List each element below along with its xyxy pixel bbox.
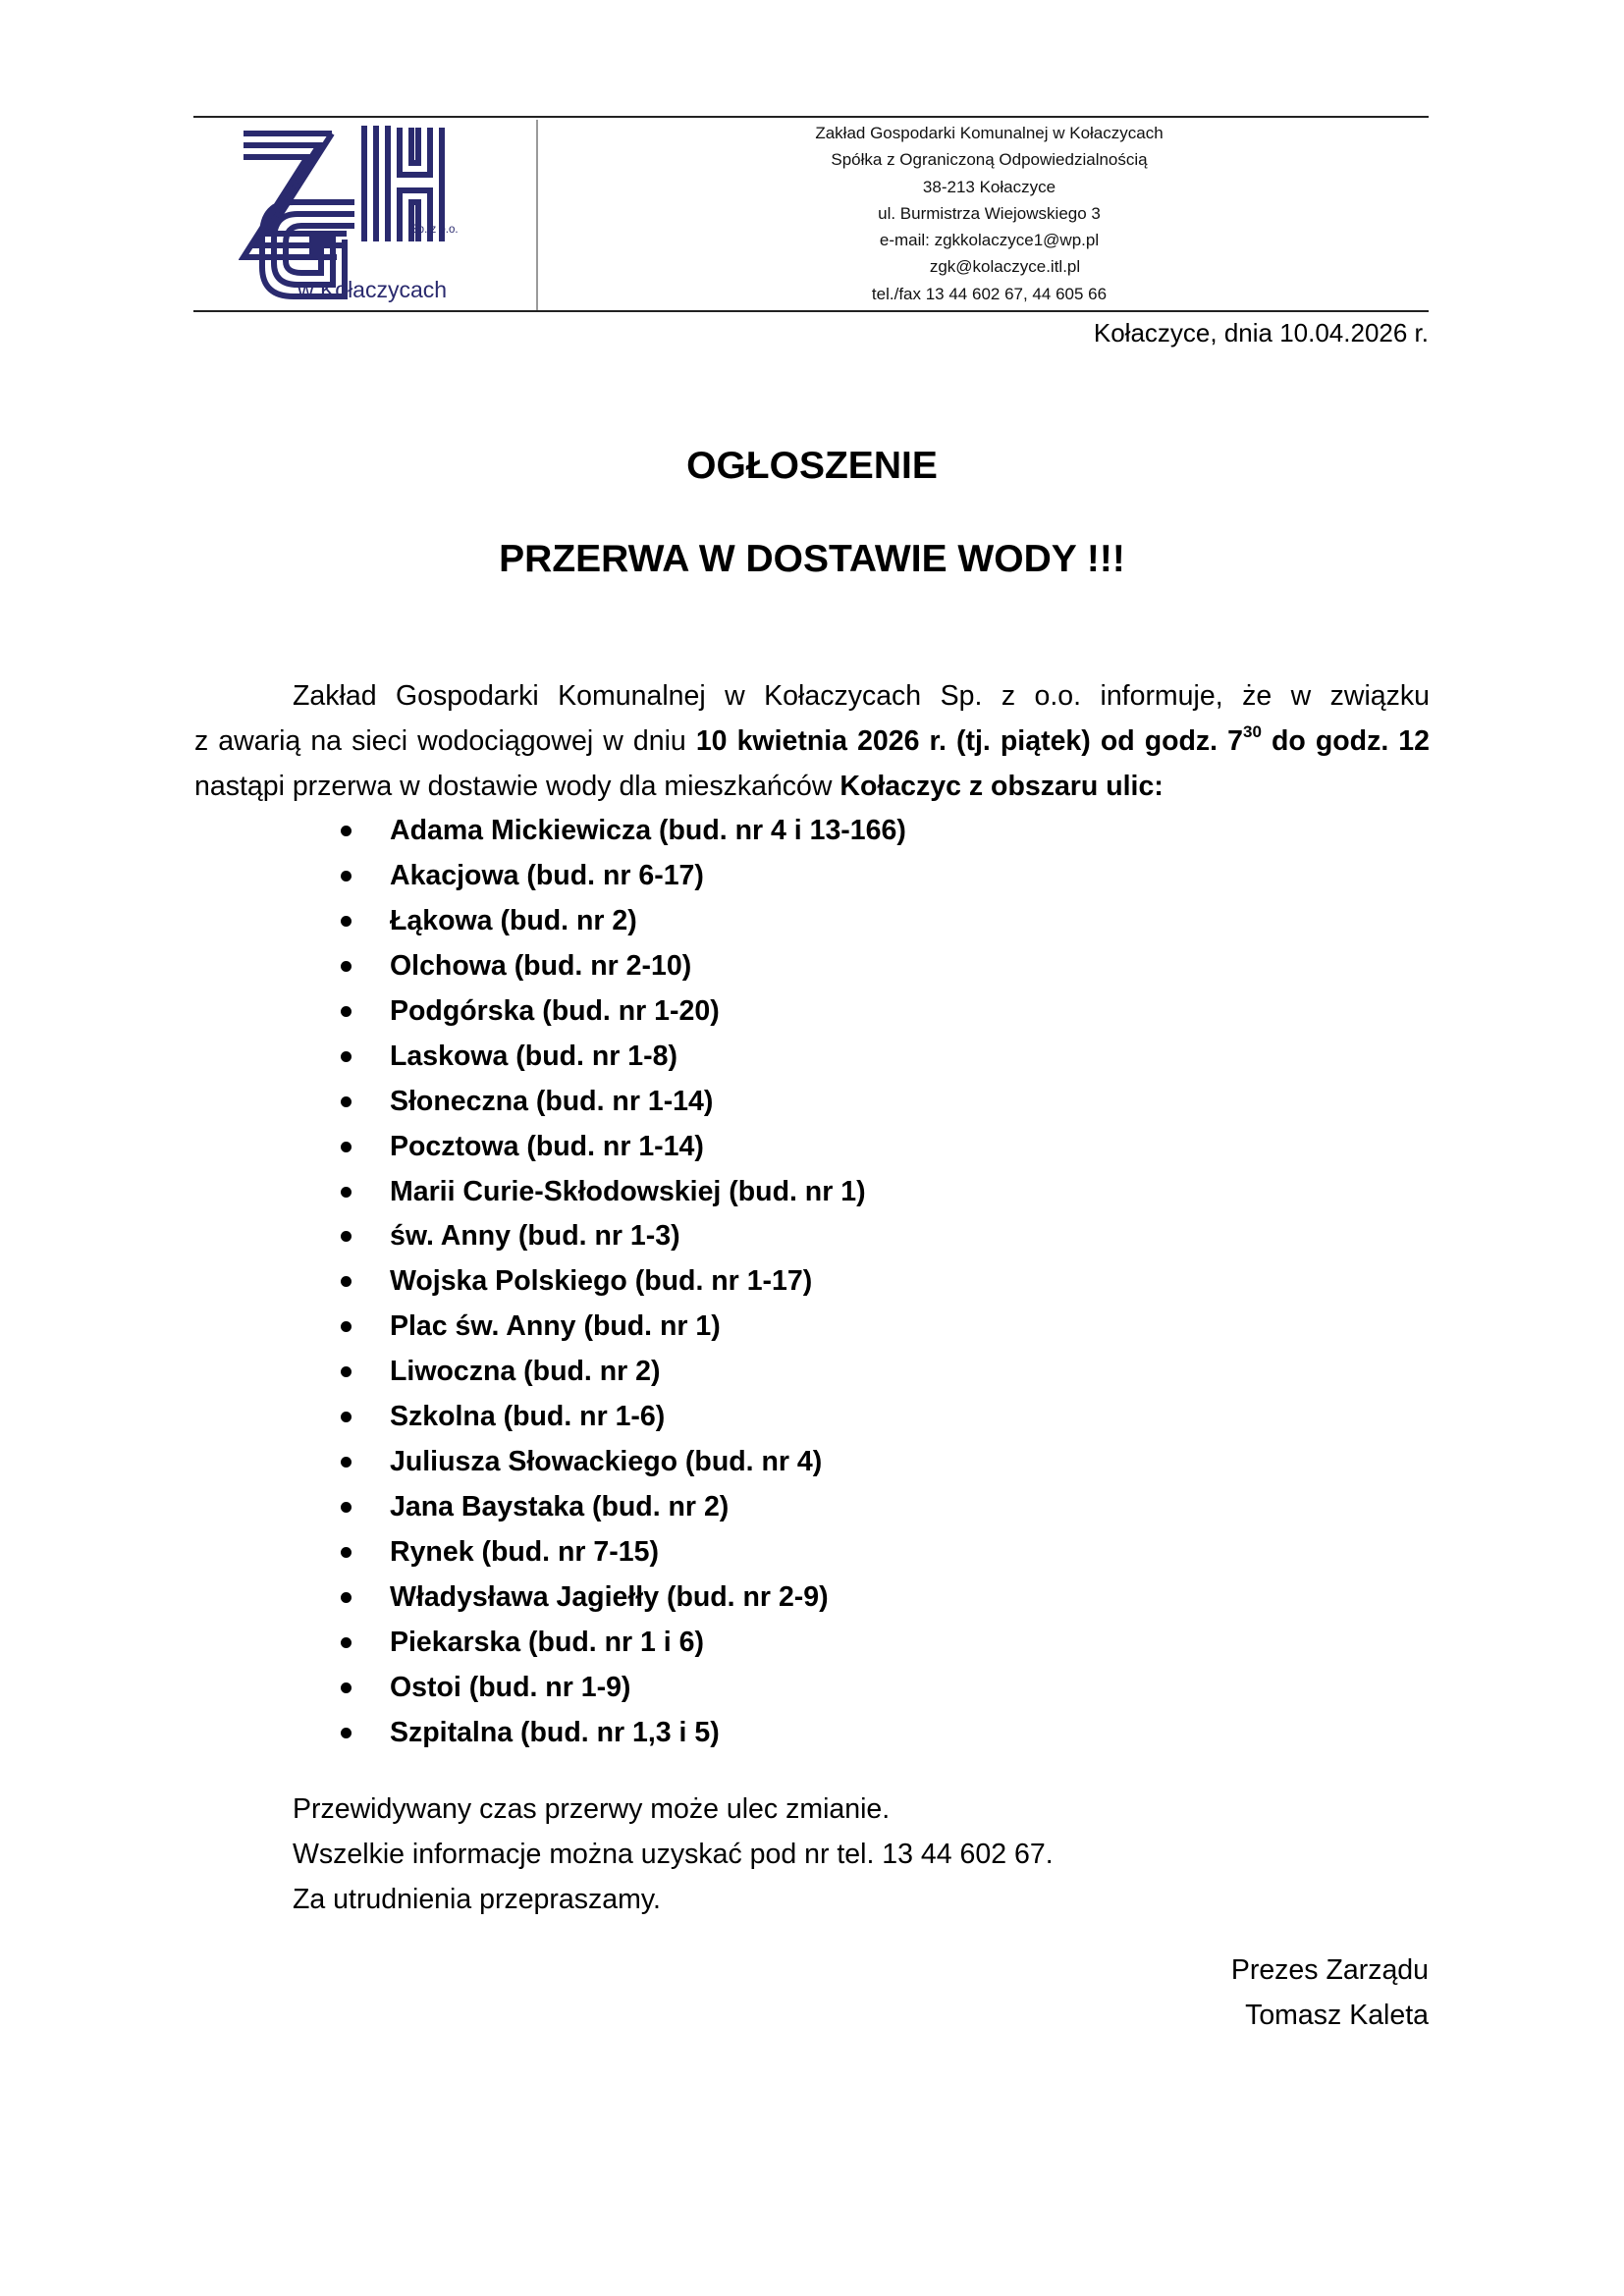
street-item (334, 1620, 906, 1665)
document-title: OGŁOSZENIE (686, 445, 938, 487)
intro-line-3-prefix: nastąpi przerwa w dostawie wody dla mieszkańców (194, 771, 840, 802)
street-item (334, 943, 906, 988)
street-item (334, 898, 906, 943)
closing-line-change: Przewidywany czas przerwy może ulec zmianie. (293, 1793, 891, 1825)
bullet-icon (341, 1502, 352, 1513)
company-legal-form: Spółka z Ograniczoną Odpowiedzialnością (831, 150, 1148, 170)
signature-role: Prezes Zarządu (1230, 1954, 1429, 1986)
outage-start-minutes: 30 (1243, 722, 1262, 741)
company-phone: tel./fax 13 44 602 67, 44 605 66 (871, 284, 1108, 303)
bullet-icon (341, 1276, 352, 1287)
closing-notes (293, 1787, 1054, 1922)
company-street: ul. Burmistrza Wiejowskiego 3 (878, 203, 1101, 223)
street-item (334, 1304, 906, 1349)
street-item (334, 1079, 906, 1124)
street-item (334, 988, 906, 1034)
street-item (334, 1665, 906, 1710)
closing-line-apology: Za utrudnienia przepraszamy. (293, 1884, 661, 1915)
bullet-icon (341, 961, 352, 972)
logo-k-arm (411, 128, 418, 163)
street-label: Pocztowa (bud. nr 1-14) (390, 1130, 704, 1162)
affected-area: Kołaczyc z obszaru ulic: (839, 771, 1164, 802)
street-item (334, 853, 906, 898)
street-label: Akacjowa (bud. nr 6-17) (390, 859, 704, 891)
street-label: Olchowa (bud. nr 2-10) (390, 949, 692, 982)
bullet-icon (341, 1006, 352, 1017)
street-item (334, 1258, 906, 1304)
header-top-rule (193, 116, 1429, 118)
street-item (334, 1394, 906, 1439)
logo-k-arm (411, 202, 418, 241)
street-label: Adama Mickiewicza (bud. nr 4 i 13-166) (390, 815, 906, 846)
company-name: Zakład Gospodarki Komunalnej w Kołaczycach (815, 124, 1164, 142)
logo-k-arm (400, 128, 430, 175)
logo-legal-form: Sp. z o.o. (410, 224, 459, 236)
street-label: Laskowa (bud. nr 1-8) (390, 1040, 677, 1072)
street-item (334, 1169, 906, 1214)
street-item (334, 1213, 906, 1258)
bullet-icon (341, 1321, 352, 1332)
street-item (334, 808, 906, 853)
outage-end: do godz. 12 (1261, 725, 1431, 757)
intro-line-3 (194, 764, 1430, 809)
street-item (334, 1349, 906, 1394)
street-label: Plac św. Anny (bud. nr 1) (390, 1310, 721, 1343)
street-label: Szkolna (bud. nr 1-6) (390, 1401, 666, 1433)
street-item (334, 1529, 906, 1575)
intro-paragraph (194, 673, 1430, 809)
street-label: Jana Baystaka (bud. nr 2) (390, 1491, 730, 1523)
bullet-icon (341, 1637, 352, 1648)
street-item (334, 1484, 906, 1529)
signature-name: Tomasz Kaleta (1245, 2000, 1429, 2031)
company-email-1: e-mail: zgkkolaczyce1@wp.pl (879, 231, 1100, 250)
street-label: Szpitalna (bud. nr 1,3 i 5) (390, 1716, 720, 1748)
intro-line-2 (194, 719, 1430, 764)
street-item (334, 1124, 906, 1169)
intro-line-2-prefix: z awarią na sieci wodociągowej w dniu (194, 725, 696, 757)
street-label: Liwoczna (bud. nr 2) (390, 1356, 661, 1388)
street-label: św. Anny (bud. nr 1-3) (390, 1220, 680, 1253)
street-label: Słoneczna (bud. nr 1-14) (390, 1085, 714, 1117)
bullet-icon (341, 826, 352, 836)
street-label: Wojska Polskiego (bud. nr 1-17) (390, 1265, 813, 1298)
street-label: Rynek (bud. nr 7-15) (390, 1536, 659, 1568)
company-details (550, 120, 1429, 307)
street-label: Juliusza Słowackiego (bud. nr 4) (390, 1446, 823, 1478)
document-subtitle: PRZERWA W DOSTAWIE WODY !!! (499, 538, 1125, 580)
street-label: Łąkowa (bud. nr 2) (390, 904, 637, 936)
intro-line-1: Zakład Gospodarki Komunalnej w Kołaczycach Sp. z o.o. informuje, że w związku (293, 680, 1430, 712)
bullet-icon (341, 1142, 352, 1152)
bullet-icon (341, 1412, 352, 1422)
outage-date: 10 kwietnia 2026 r. (tj. piątek) od godz. 7 (695, 725, 1243, 757)
bullet-icon (341, 1231, 352, 1242)
bullet-icon (341, 1096, 352, 1107)
logo-city: w Kołaczycach (297, 277, 448, 302)
bullet-icon (341, 1051, 352, 1062)
street-item (334, 1575, 906, 1620)
header-divider (536, 120, 538, 310)
street-label: Ostoi (bud. nr 1-9) (390, 1671, 631, 1703)
bullet-icon (341, 1592, 352, 1603)
document-date: Kołaczyce, dnia 10.04.2026 r. (1093, 318, 1429, 347)
bullet-icon (341, 1547, 352, 1558)
bullet-icon (341, 1682, 352, 1693)
signature-block (1231, 1948, 1429, 2038)
company-email-2: zgk@kolaczyce.itl.pl (929, 257, 1081, 277)
street-item (334, 1034, 906, 1079)
street-item (334, 1439, 906, 1484)
closing-line-contact: Wszelkie informacje można uzyskać pod nr tel. 13 44 602 67. (293, 1839, 1054, 1870)
bullet-icon (341, 916, 352, 927)
street-label: Władysława Jagiełły (bud. nr 2-9) (390, 1580, 829, 1613)
bullet-icon (341, 1366, 352, 1377)
bullet-icon (341, 1728, 352, 1738)
bullet-icon (341, 871, 352, 881)
company-postal: 38-213 Kołaczyce (922, 177, 1056, 196)
street-item (334, 1710, 906, 1755)
streets-list (334, 808, 906, 1755)
street-label: Piekarska (bud. nr 1 i 6) (390, 1626, 704, 1658)
street-label: Podgórska (bud. nr 1-20) (390, 994, 720, 1027)
bullet-icon (341, 1457, 352, 1468)
street-label: Marii Curie-Skłodowskiej (bud. nr 1) (390, 1175, 866, 1207)
bullet-icon (341, 1187, 352, 1198)
